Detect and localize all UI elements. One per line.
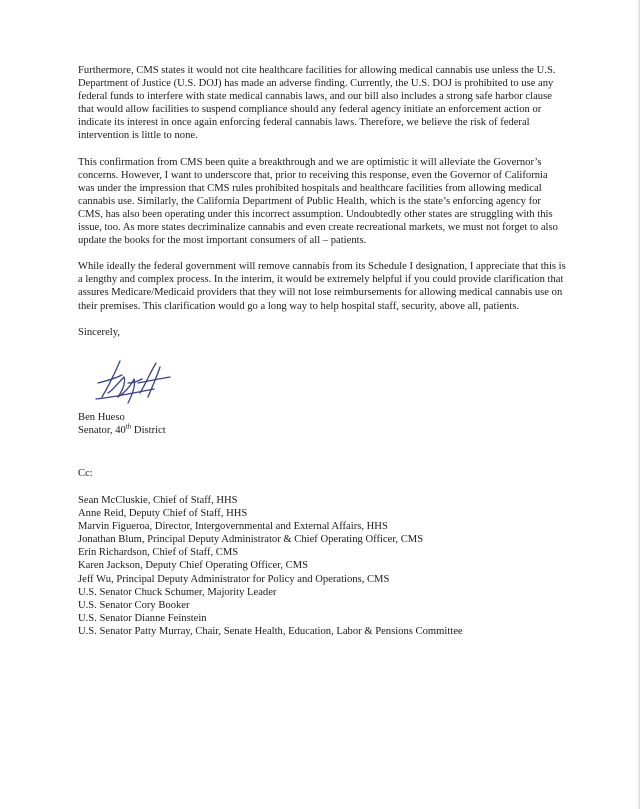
cc-recipient: Jeff Wu, Principal Deputy Administrator for Policy and Operations, CMS bbox=[78, 573, 390, 585]
cc-recipient: U.S. Senator Dianne Feinstein bbox=[78, 612, 207, 624]
cc-recipient: Marvin Figueroa, Director, Intergovernmental and External Affairs, HHS bbox=[78, 521, 388, 533]
cc-recipient: U.S. Senator Chuck Schumer, Majority Leader bbox=[78, 586, 277, 598]
signer-name: Ben Hueso bbox=[78, 411, 125, 423]
cc-list bbox=[78, 494, 566, 638]
signer-title-ordinal: th bbox=[125, 422, 132, 431]
paragraph-cms-citation: Furthermore, CMS states it would not cite healthcare facilities for allowing medical cannabis use unless the U.S. Department of Justice (U.S. DOJ) has made an adverse finding. Currently, the U.S. DOJ is prohibited to use any federal funds to interfere with state medical cannabis laws, and our bill also includes a strong safe harbor clause that would allow facilities to suspend compliance should any federal agency initiate an enforcement action or indicate its interest in once again enforcing federal cannabis laws. Therefore, we believe the risk of federal intervention is little to none. bbox=[78, 65, 556, 142]
cc-recipient: Jonathan Blum, Principal Deputy Administrator & Chief Operating Officer, CMS bbox=[78, 534, 424, 546]
cc-recipient: U.S. Senator Patty Murray, Chair, Senate Health, Education, Labor & Pensions Committee bbox=[78, 625, 463, 637]
paragraph-cms-confirmation: This confirmation from CMS been quite a breakthrough and we are optimistic it will alleviate the Governor’s concerns. However, I want to underscore that, prior to receiving this response, even the Governor of California was under the impression that CMS rules prohibited hospitals and healthcare facilities from allowing medical cannabis use. Similarly, the California Department of Public Health, which is the state’s enforcing agency for CMS, has also been operating under this incorrect assumption. Undoubtedly other states are struggling with this issue, too. As more states decriminalize cannabis and even create recreational markets, we must not forget to also update the books for the most important consumers of all – patients. bbox=[78, 156, 558, 247]
page-edge-shadow bbox=[635, 0, 639, 809]
cc-recipient: Anne Reid, Deputy Chief of Staff, HHS bbox=[78, 508, 248, 520]
cc-label: Cc: bbox=[78, 467, 93, 479]
cc-recipient: Sean McCluskie, Chief of Staff, HHS bbox=[78, 494, 238, 506]
letter-body bbox=[78, 64, 566, 638]
cc-recipient: U.S. Senator Cory Booker bbox=[78, 599, 190, 611]
signer-title-prefix: Senator, 40 bbox=[78, 424, 126, 436]
signer-title-suffix: District bbox=[131, 424, 166, 436]
paragraph-schedule-i-request: While ideally the federal government will remove cannabis from its Schedule I designation, I appreciate that this is a lengthy and complex process. In the interim, it would be extremely helpful if you could provide clarification that assures Medicare/Medicaid providers that they will not lose reimbursements for allowing medical cannabis use on their premises. This clarification would go a long way to help hospital staff, security, above all, patients. bbox=[78, 261, 566, 312]
closing-salutation: Sincerely, bbox=[78, 326, 120, 338]
cc-recipient: Karen Jackson, Deputy Chief Operating Officer, CMS bbox=[78, 560, 309, 572]
handwritten-signature bbox=[94, 353, 174, 407]
signer-title bbox=[78, 424, 566, 437]
cc-recipient: Erin Richardson, Chief of Staff, CMS bbox=[78, 547, 239, 559]
